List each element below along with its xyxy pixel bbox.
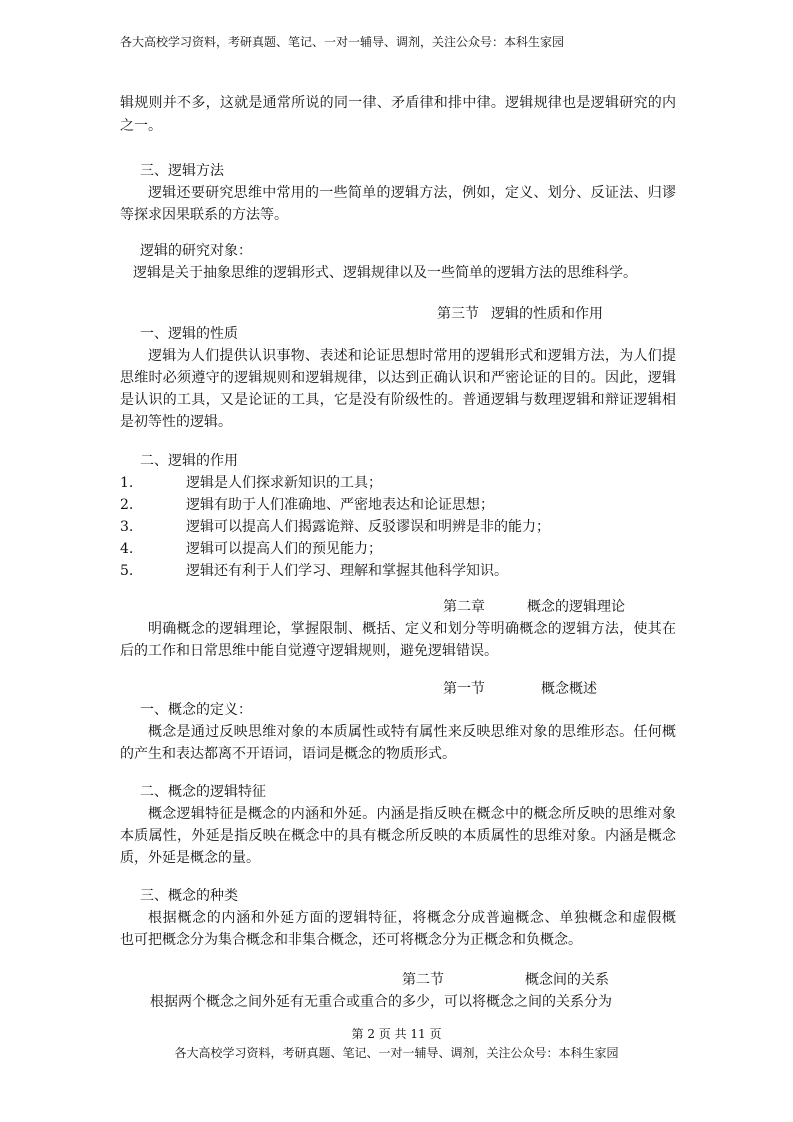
paragraph-line: 也可把概念分为集合概念和非集合概念，还可将概念分为正概念和负概念。	[120, 932, 582, 948]
paragraph-line: 逻辑是关于抽象思维的逻辑形式、逻辑规律以及一些简单的逻辑方法的思维科学。	[133, 265, 637, 281]
paragraph-line: 根据概念的内涵和外延方面的逻辑特征，将概念分成普遍概念、单独概念和虚假概	[148, 910, 676, 926]
paragraph-line: 质，外延是概念的量。	[120, 850, 260, 866]
page-footer: 各大高校学习资料，考研真题、笔记、一对一辅导、调剂，关注公众号：本科生家园	[174, 1046, 619, 1060]
section-heading: 一、逻辑的性质	[140, 326, 238, 342]
list-item: 逻辑是人们探求新知识的工具；	[186, 475, 382, 491]
page-number: 第 2 页 共 11 页	[351, 1027, 442, 1041]
section-heading: 逻辑的研究对象：	[140, 243, 252, 259]
list-number: 5.	[120, 563, 134, 579]
section-heading: 一、概念的定义：	[140, 702, 252, 718]
list-number: 1.	[120, 475, 134, 491]
section-label: 第二节	[402, 972, 444, 988]
paragraph-line: 明确概念的逻辑理论，掌握限制、概括、定义和划分等明确概念的逻辑方法，使其在	[148, 621, 676, 637]
section-title: 概念概述	[541, 681, 597, 697]
list-number: 4.	[120, 541, 134, 557]
section-label: 第一节	[443, 681, 485, 697]
paragraph-line: 辑规则并不多，这就是通常所说的同一律、矛盾律和排中律。逻辑规律也是逻辑研究的内	[120, 95, 676, 111]
section-heading: 二、逻辑的作用	[140, 453, 238, 469]
list-item: 逻辑可以提高人们的预见能力；	[186, 541, 382, 557]
paragraph-line: 概念逻辑特征是概念的内涵和外延。内涵是指反映在概念中的概念所反映的思维对象	[148, 806, 676, 822]
paragraph-line: 的产生和表达都离不开语词，语词是概念的物质形式。	[120, 746, 456, 762]
paragraph-line: 逻辑还要研究思维中常用的一些简单的逻辑方法，例如，定义、划分、反证法、归谬	[148, 185, 676, 201]
list-item: 逻辑可以提高人们揭露诡辩、反驳谬误和明辨是非的能力；	[186, 519, 550, 535]
list-item: 逻辑有助于人们准确地、严密地表达和论证思想；	[186, 497, 494, 513]
paragraph-line: 之一。	[120, 118, 162, 134]
section-title: 逻辑的性质和作用	[491, 306, 603, 322]
paragraph-line: 概念是通过反映思维对象的本质属性或特有属性来反映思维对象的思维形态。任何概	[148, 724, 676, 740]
section-label: 第三节	[437, 306, 479, 322]
list-number: 2.	[120, 497, 134, 513]
paragraph-line: 等探求因果联系的方法等。	[120, 207, 288, 223]
chapter-label: 第二章	[443, 599, 485, 615]
section-heading: 三、逻辑方法	[140, 163, 224, 179]
list-item: 逻辑还有利于人们学习、理解和掌握其他科学知识。	[186, 563, 508, 579]
chapter-title: 概念的逻辑理论	[527, 599, 625, 615]
page-header: 各大高校学习资料，考研真题、笔记、一对一辅导、调剂，关注公众号：本科生家园	[120, 35, 565, 49]
paragraph-line: 本质属性，外延是指反映在概念中的具有概念所反映的本质属性的思维对象。内涵是概念	[120, 828, 676, 844]
paragraph-line: 逻辑为人们提供认识事物、表述和论证思想时常用的逻辑形式和逻辑方法，为人们提	[148, 348, 676, 364]
paragraph-line: 后的工作和日常思维中能自觉遵守逻辑规则，避免逻辑错误。	[120, 643, 498, 659]
paragraph-line: 是认识的工具，又是论证的工具，它是没有阶级性的。普通逻辑与数理逻辑和辩证逻辑相	[120, 392, 676, 408]
section-title: 概念间的关系	[525, 972, 609, 988]
paragraph-line: 思维时必须遵守的逻辑规则和逻辑规律，以达到正确认识和严密论证的目的。因此，逻辑	[120, 370, 676, 386]
section-heading: 二、概念的逻辑特征	[140, 784, 266, 800]
list-number: 3.	[120, 519, 134, 535]
paragraph-line: 是初等性的逻辑。	[120, 414, 232, 430]
section-heading: 三、概念的种类	[140, 888, 238, 904]
paragraph-line: 根据两个概念之间外延有无重合或重合的多少，可以将概念之间的关系分为	[150, 994, 612, 1010]
